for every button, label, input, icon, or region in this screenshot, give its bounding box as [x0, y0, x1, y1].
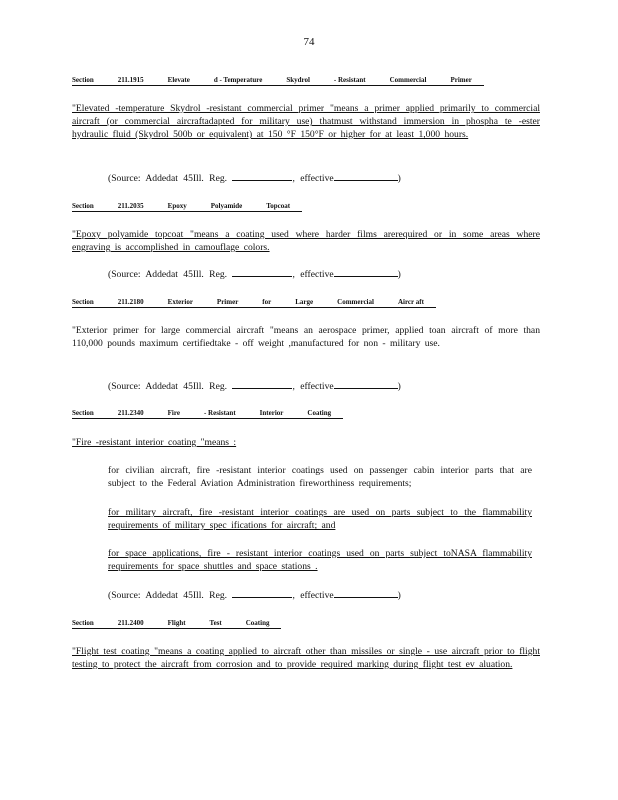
blank-line: [334, 380, 398, 389]
blank-line: [232, 172, 292, 181]
heading-word: Elevate: [167, 76, 190, 84]
definition-paragraph: "Exterior primer for large commercial aircraft "means an aerospace primer, applied toan aircraft of more than 110,000 pounds maximum certifiedtake - off weight ,manufactured for non - military use.: [72, 325, 540, 349]
heading-word: Skydrol: [286, 76, 310, 84]
heading-word: d - Temperature: [213, 76, 263, 84]
section-heading-211-2035: [72, 202, 302, 212]
effective-label: effective: [300, 173, 334, 184]
heading-word: 211.2400: [117, 619, 144, 627]
definition-paragraph: "Flight test coating "means a coating applied to aircraft other than missiles or single - use aircraft prior to flight testing to protect the aircraft from corrosion and to provide required marking during flight test ev aluation.: [72, 646, 540, 670]
definition-item: for civilian aircraft, fire -resistant interior coatings used on passenger cabin interior parts that are subject to the Federal Aviation Administration fireworthiness requirements;: [108, 465, 532, 489]
section-heading-211-2400: [72, 619, 281, 629]
heading-word: Section: [72, 76, 94, 84]
source-line: (Source: Addedat 45Ill. Reg. , effective ): [108, 381, 401, 392]
heading-word: 211.2035: [117, 202, 144, 210]
blank-line: [232, 268, 292, 277]
heading-word: 211.2340: [117, 409, 144, 417]
heading-word: Exterior: [167, 298, 193, 306]
effective-label: effective: [300, 590, 334, 601]
heading-word: Section: [72, 202, 94, 210]
heading-word: Primer: [450, 76, 472, 84]
heading-word: Interior: [259, 409, 284, 417]
heading-word: Epoxy: [167, 202, 187, 210]
effective-label: effective: [300, 269, 334, 280]
section-heading-211-1915: [72, 76, 484, 86]
section-heading-211-2180: [72, 298, 436, 308]
heading-word: 211.1915: [117, 76, 144, 84]
heading-word: for: [262, 298, 272, 306]
heading-word: Polyamide: [210, 202, 243, 210]
heading-word: Flight: [167, 619, 186, 627]
source-text: (Source: Addedat 45Ill. Reg.: [108, 269, 228, 280]
section-heading-211-2340: [72, 409, 343, 419]
definition-paragraph: "Elevated -temperature Skydrol -resistant commercial primer "means a primer applied primarily to commercial aircraft (or commercial aircraftadapted for military use) thatmust withstand immersion in phospha te -ester hydraulic fluid (Skydrol 500b or equivalent) at 150 °F 150°F or higher for at least 1,000 hours.: [72, 103, 540, 140]
source-line: (Source: Addedat 45Ill. Reg. , effective ): [108, 173, 401, 184]
definition-item: for military aircraft, fire -resistant interior coatings are used on parts subject to the flammability requirements of military spec ifications for aircraft; and: [108, 507, 532, 531]
blank-line: [334, 589, 398, 598]
heading-word: Coating: [245, 619, 270, 627]
heading-word: Section: [72, 619, 94, 627]
source-line: (Source: Addedat 45Ill. Reg. , effective ): [108, 590, 401, 601]
blank-line: [232, 380, 292, 389]
heading-word: Section: [72, 409, 94, 417]
source-line: (Source: Addedat 45Ill. Reg. , effective ): [108, 269, 401, 280]
heading-word: - Resistant: [203, 409, 236, 417]
blank-line: [232, 589, 292, 598]
heading-word: Test: [209, 619, 222, 627]
page-number: 74: [303, 36, 315, 48]
definition-item: for space applications, fire - resistant interior coatings used on parts subject toNASA flammability requirements for space shuttles and space stations .: [108, 548, 532, 572]
source-text: (Source: Addedat 45Ill. Reg.: [108, 590, 228, 601]
blank-line: [334, 172, 398, 181]
heading-word: Section: [72, 298, 94, 306]
heading-word: Commercial: [389, 76, 427, 84]
source-text: (Source: Addedat 45Ill. Reg.: [108, 173, 228, 184]
heading-word: Fire: [167, 409, 180, 417]
heading-word: Commercial: [337, 298, 374, 306]
definition-paragraph: "Epoxy polyamide topcoat "means a coating used where harder films arerequired or in some areas where engraving is accomplished in camouflage colors.: [72, 229, 540, 253]
heading-word: - Resistant: [333, 76, 366, 84]
heading-word: Primer: [216, 298, 239, 306]
effective-label: effective: [300, 381, 334, 392]
heading-word: 211.2180: [117, 298, 144, 306]
blank-line: [334, 268, 398, 277]
heading-word: Aircr aft: [397, 298, 424, 306]
source-text: (Source: Addedat 45Ill. Reg.: [108, 381, 228, 392]
heading-word: Large: [295, 298, 314, 306]
heading-word: Coating: [307, 409, 332, 417]
heading-word: Topcoat: [266, 202, 291, 210]
definition-intro: "Fire -resistant interior coating "means :: [72, 437, 237, 448]
